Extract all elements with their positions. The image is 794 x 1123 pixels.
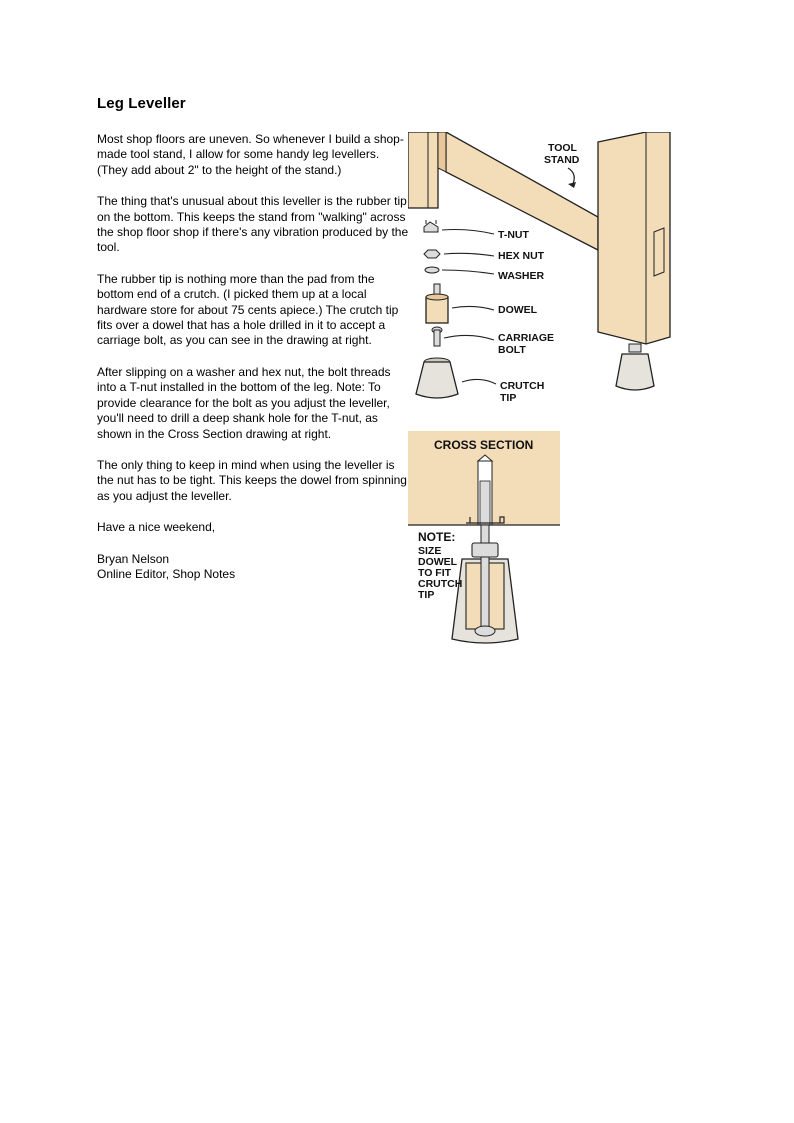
paragraph: The rubber tip is nothing more than the pad from the bottom end of a crutch. (I picked them up at a local hardware store for about 75 cents apiece.) The crutch tip fits over a dowel that has a hole drilled in it to accept a carriage bolt, as you can see in the drawing at right. [97,271,399,348]
label-hexnut: HEX NUT [498,250,545,262]
leader-hexnut [444,253,494,256]
carriage-bolt-head-section [475,626,495,636]
label-bolt: BOLT [498,344,526,356]
note-line: TO FIT [418,567,452,579]
note-line: TIP [418,589,435,601]
bolt-through-dowel [481,557,489,631]
label-tnut: T-NUT [498,229,529,241]
leveller-nut [629,344,641,352]
label-dowel: DOWEL [498,304,538,316]
paragraph: Have a nice weekend, [97,520,216,535]
right-leg [598,132,670,344]
dowel-top [426,294,448,300]
bolt-in-hole [480,481,490,525]
apron-end [438,132,446,172]
cross-section-title: CROSS SECTION [434,438,534,452]
note-line: DOWEL [418,556,458,568]
leader-dowel [452,306,494,310]
signature-name: Bryan Nelson [97,551,170,566]
label-washer: WASHER [498,270,545,282]
dowel-part [426,297,448,323]
article-body [97,132,409,582]
note-title: NOTE: [418,530,456,544]
cross-section-illustration [408,431,562,649]
page-title: Leg Leveller [97,95,186,112]
note-line: SIZE [418,545,442,557]
label-stand: STAND [544,154,580,166]
cross-section-svg [408,431,562,649]
leader-washer [442,270,494,274]
exploded-view-illustration [408,132,678,410]
note-line: CRUTCH [418,578,463,590]
hex-nut-part [424,250,440,258]
leader-tnut [442,230,494,235]
leveller-rubber-tip [616,354,654,390]
leader-crutch [462,379,496,384]
leader-carriage [444,335,494,340]
leader-arrow [568,182,576,188]
left-leg [408,132,438,208]
paragraph: After slipping on a washer and hex nut, the bolt threads into a T-nut installed in the bottom of the leg. Note: To provide clearance for the bolt as you adjust the leveller, you'll need to drill a deep shank hole for the T-nut, as shown in the Cross Section drawing at right. [97,364,391,441]
paragraph: The thing that's unusual about this leveller is the rubber tip on the bottom. This keeps the stand from "walking" across the shop floor shop if there's any vibration produced by the tool. [97,194,409,255]
carriage-bolt-shank [434,330,440,346]
label-carriage: CARRIAGE [498,332,555,344]
label-tip: TIP [500,392,517,404]
crutch-tip-part [416,362,458,398]
washer-part [425,267,439,273]
hex-nut-section [472,543,498,557]
label-tool: TOOL [548,142,577,154]
label-crutch: CRUTCH [500,380,545,392]
paragraph: The only thing to keep in mind when using the leveller is the nut has to be tight. This keeps the dowel from spinning as you adjust the leveller. [97,457,407,503]
exploded-view-svg [408,132,678,410]
paragraph: Most shop floors are uneven. So whenever I build a shop-made tool stand, I allow for some handy leg levellers. (They add about 2" to the height of the stand.) [97,132,404,177]
signature-role: Online Editor, Shop Notes [97,566,236,581]
